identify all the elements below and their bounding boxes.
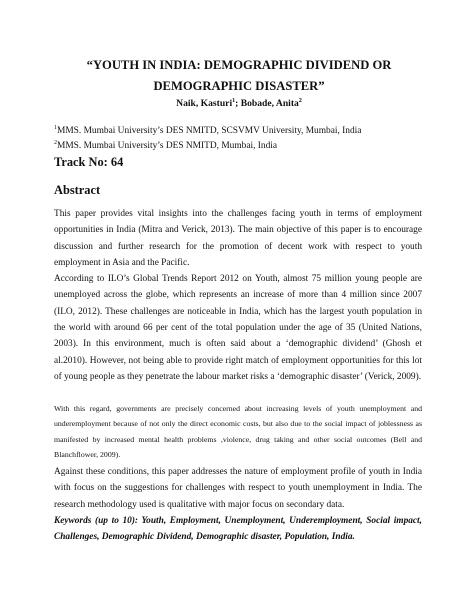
affiliation-2 [54, 140, 444, 152]
author-line [40, 98, 438, 110]
affiliation-2-mark: 2 [54, 139, 57, 146]
abstract-paragraph-2: According to ILO’s Global Trends Report 2012 on Youth, almost 75 million young people are unemployed across the globe, which represents an increase of more than 4 million since 2007 (ILO, 2012). These challenges are noticeable in India, which has the largest youth population in the world with around 66 per cent of the total population under the age of 35 (United Nations, 2003). In this environment, much is often said about a ‘demographic dividend’ (Ghosh et al.2010). However, not being able to provide right match of employment opportunities for this lot of young people as they penetrate the labour market risks a ‘demographic disaster’ (Verick, 2009). [54, 274, 422, 383]
author-2-affiliation-mark: 2 [298, 97, 302, 104]
abstract-paragraph-3: With this regard, governments are precisely concerned about increasing levels of youth unemployment and underemployment because of not only the direct economic costs, but also due to the social impact of joblessness as manifested by increased mental health problems ,violence, drug taking and other social outcomes (Bell and Blanchflower, 2009). [54, 404, 422, 460]
author-2-name: Bobade, Anita [240, 98, 299, 109]
paper-title: “YOUTH IN INDIA: DEMOGRAPHIC DIVIDEND OR DEMOGRAPHIC DISASTER” [86, 58, 392, 93]
abstract-paragraph-4: Against these conditions, this paper addresses the nature of employment profile of youth in India with focus on the suggestions for challenges with respect to youth unemployment in India. The research methodology used is qualitative with major focus on secondary data. [54, 467, 422, 510]
abstract-paragraph-1: This paper provides vital insights into the challenges facing youth in terms of employment opportunities in India (Mitra and Verick, 2013). The main objective of this paper is to encourage discussion and further research for the promotion of decent work with respect to youth employment in Asia and the Pacific. [54, 209, 422, 269]
author-1-affiliation-mark: 1 [232, 97, 236, 104]
affiliation-1-mark: 1 [54, 124, 57, 131]
affiliation-2-text: MMS. Mumbai University’s DES NMITD, Mumbai, India [57, 141, 278, 151]
track-number: Track No: 64 [54, 155, 124, 169]
affiliation-1 [54, 125, 444, 137]
author-1-name: Naik, Kasturi [176, 98, 233, 109]
affiliation-1-text: MMS. Mumbai University’s DES NMITD, SCSVMV University, Mumbai, India [57, 126, 362, 136]
author-separator: ; [235, 98, 241, 109]
abstract-heading: Abstract [54, 183, 101, 197]
keywords-line: Keywords (up to 10): Youth, Employment, Unemployment, Underemployment, Social impact, Challenges, Demographic Dividend, Demographic disaster, Population, India. [54, 516, 422, 543]
